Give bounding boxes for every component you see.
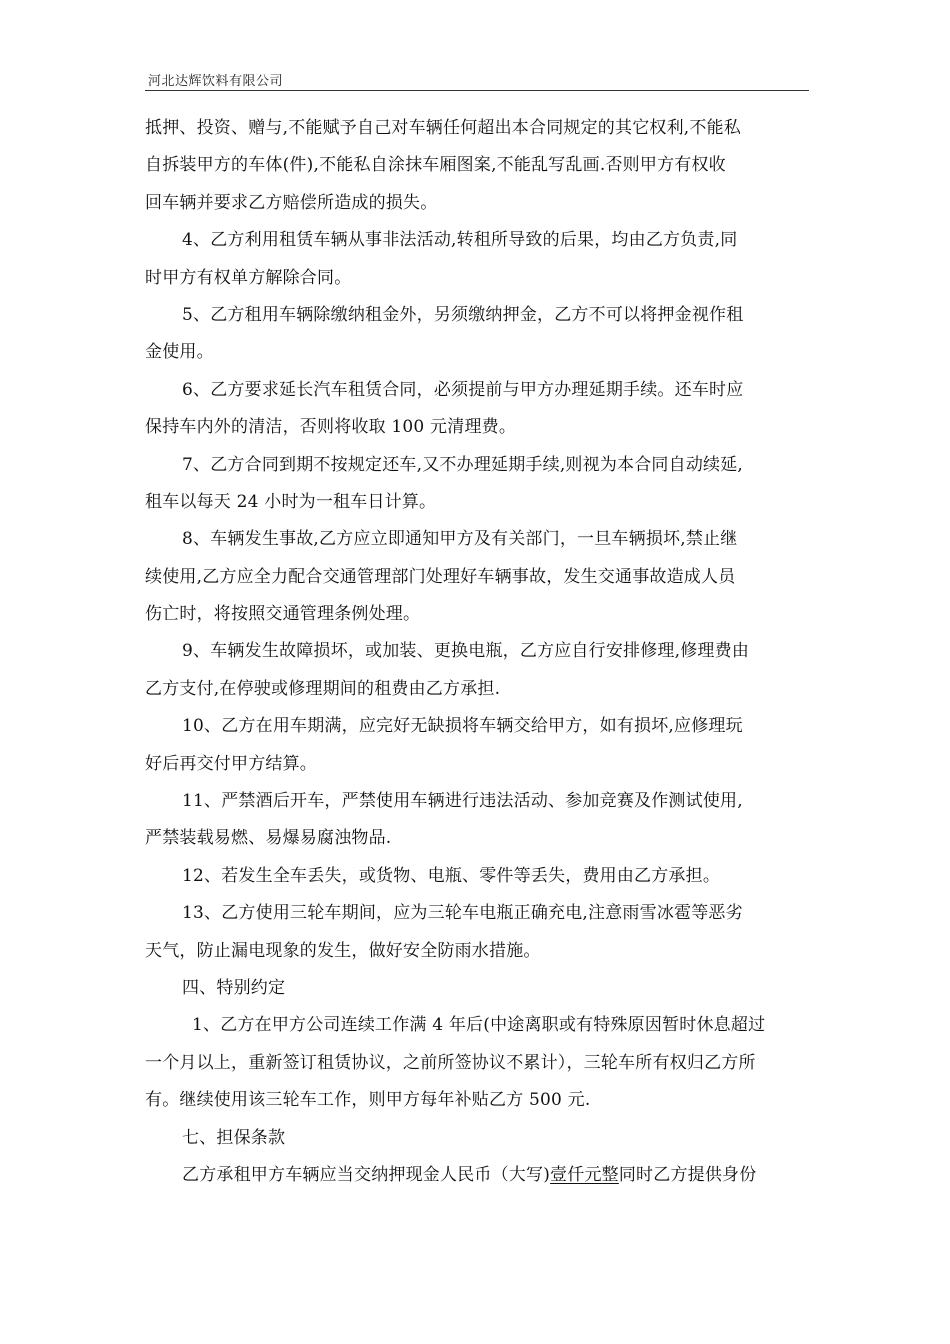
text-line: 严禁装载易燃、易爆易腐浊物品. bbox=[145, 828, 392, 849]
text-line: 租车以每天 24 小时为一租车日计算。 bbox=[145, 491, 437, 512]
clause-4: 4、乙方利用租赁车辆从事非法活动,转租所导致的后果，均由乙方负责,同 bbox=[182, 230, 738, 251]
special-clause-1: 1、乙方在甲方公司连续工作满 4 年后(中途离职或有特殊原因暂时休息超过 bbox=[192, 1015, 766, 1036]
deposit-amount: 壹仟元整 bbox=[550, 1164, 619, 1185]
guarantee-text-after: 同时乙方提供身份 bbox=[618, 1164, 757, 1185]
section-heading-guarantee: 七、担保条款 bbox=[182, 1127, 286, 1148]
section-heading-special: 四、特别约定 bbox=[182, 977, 286, 998]
company-name: 河北达辉饮料有限公司 bbox=[148, 74, 284, 89]
text-line: 回车辆并要求乙方赔偿所造成的损失。 bbox=[145, 192, 438, 213]
text-line: 续使用,乙方应全力配合交通管理部门处理好车辆事故，发生交通事故造成人员 bbox=[145, 566, 736, 587]
text-line: 有。继续使用该三轮车工作，则甲方每年补贴乙方 500 元. bbox=[145, 1090, 591, 1111]
text-line: 好后再交付甲方结算。 bbox=[145, 753, 317, 774]
clause-5: 5、乙方租用车辆除缴纳租金外，另须缴纳押金，乙方不可以将押金视作租 bbox=[182, 304, 744, 325]
text-line: 天气，防止漏电现象的发生，做好安全防雨水措施。 bbox=[145, 940, 541, 961]
clause-9: 9、车辆发生故障损坏，或加装、更换电瓶，乙方应自行安排修理,修理费由 bbox=[182, 641, 750, 662]
clause-13: 13、乙方使用三轮车期间，应为三轮车电瓶正确充电,注意雨雪冰雹等恶劣 bbox=[182, 903, 743, 924]
clause-11: 11、严禁酒后开车，严禁使用车辆进行违法活动、参加竞赛及作测试使用, bbox=[182, 791, 743, 812]
clause-10: 10、乙方在用车期满，应完好无缺损将车辆交给甲方，如有损坏,应修理玩 bbox=[182, 716, 743, 737]
text-line: 时甲方有权单方解除合同。 bbox=[145, 267, 352, 288]
text-line: 伤亡时，将按照交通管理条例处理。 bbox=[145, 604, 421, 625]
text-line: 金使用。 bbox=[145, 342, 214, 363]
clause-7: 7、乙方合同到期不按规定还车,又不办理延期手续,则视为本合同自动续延, bbox=[182, 454, 744, 475]
guarantee-line bbox=[145, 1160, 825, 1197]
page-header bbox=[145, 70, 809, 91]
text-line: 抵押、投资、赠与,不能赋予自己对车辆任何超出本合同规定的其它权利,不能私 bbox=[145, 118, 742, 138]
text-line: 乙方支付,在停驶或修理期间的租费由乙方承担. bbox=[145, 678, 501, 699]
clause-6: 6、乙方要求延长汽车租赁合同，必须提前与甲方办理延期手续。还车时应 bbox=[182, 379, 744, 400]
document-body bbox=[145, 113, 825, 1197]
guarantee-text-before: 乙方承租甲方车辆应当交纳押现金人民币（大写) bbox=[182, 1164, 551, 1185]
text-line: 保持车内外的清洁，否则将收取 100 元清理费。 bbox=[145, 417, 517, 438]
text-line: 一个月以上，重新签订租赁协议，之前所签协议不累计），三轮车所有权归乙方所 bbox=[145, 1052, 756, 1073]
clause-12: 12、若发生全车丢失，或货物、电瓶、零件等丢失，费用由乙方承担。 bbox=[182, 865, 721, 886]
text-line: 自拆装甲方的车体(件),不能私自涂抹车厢图案,不能乱写乱画.否则甲方有权收 bbox=[145, 155, 726, 176]
clause-8: 8、车辆发生事故,乙方应立即通知甲方及有关部门，一旦车辆损坏,禁止继 bbox=[182, 529, 738, 550]
